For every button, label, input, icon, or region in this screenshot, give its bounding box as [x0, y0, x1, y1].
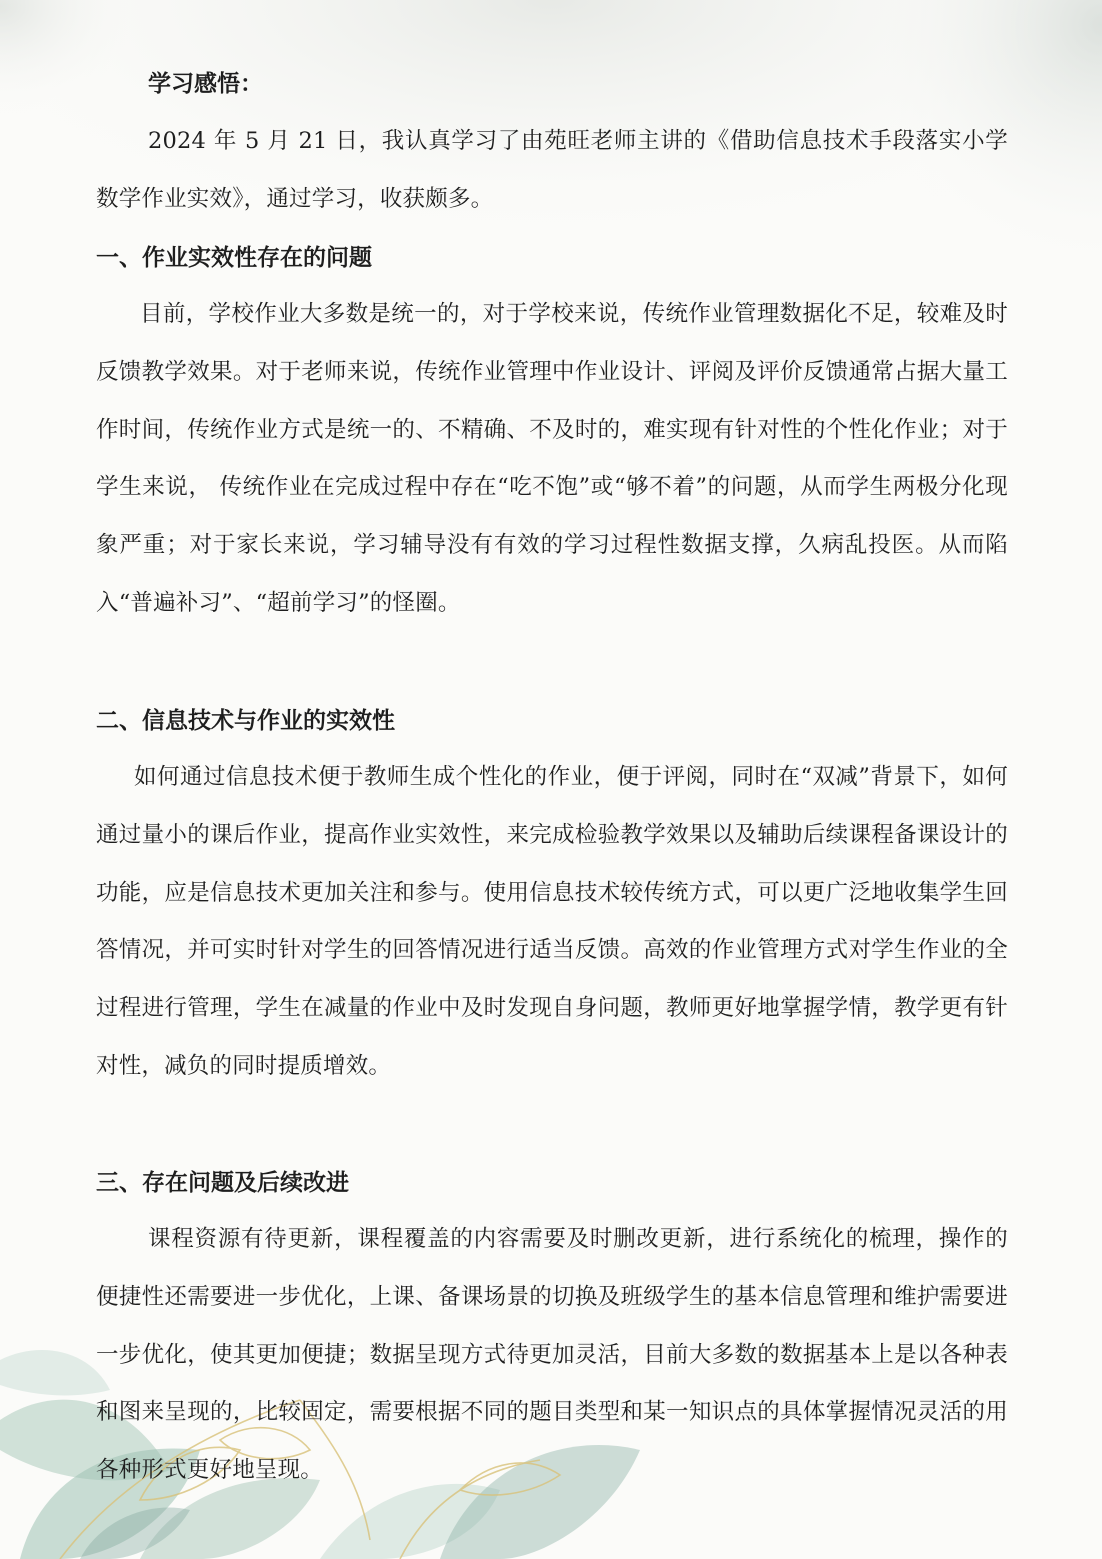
- section-2-heading: 二、信息技术与作业的实效性: [96, 708, 395, 734]
- section-2-body: 如何通过信息技术便于教师生成个性化的作业，便于评阅，同时在“双减”背景下，如何通过量小的课后作业，提高作业实效性，来完成检验教学效果以及辅助后续课程备课设计的功能，应是信息技术更加关注和参与。使用信息技术较传统方式，可以更广泛地收集学生回答情况，并可实时针对学生的回答情况进行适当反馈。高效的作业管理方式对学生作业的全过程进行管理，学生在减量的作业中及时发现自身问题，教师更好地掌握学情，教学更有针对性，减负的同时提质增效。: [96, 764, 1008, 1079]
- section-1-heading: 一、作业实效性存在的问题: [96, 245, 372, 271]
- section-1-body: 目前，学校作业大多数是统一的，对于学校来说，传统作业管理数据化不足，较难及时反馈教学效果。对于老师来说，传统作业管理中作业设计、评阅及评价反馈通常占据大量工作时间，传统作业方式是统一的、不精确、不及时的，难实现有针对性的个性化作业；对于学生来说， 传统作业在完成过程中存在“吃不饱”或“够不着”的问题，从而学生两极分化现象严重；对于家长来说，学习辅导没有有效的学习过程性数据支撑，久病乱投医。从而陷入“普遍补习”、“超前学习”的怪圈。: [96, 301, 1008, 616]
- intro-paragraph: 2024 年 5 月 21 日，我认真学习了由苑旺老师主讲的《借助信息技术手段落实小学数学作业实效》，通过学习，收获颇多。: [96, 128, 1008, 212]
- section-3-body: 课程资源有待更新，课程覆盖的内容需要及时删改更新，进行系统化的梳理，操作的便捷性还需要进一步优化，上课、备课场景的切换及班级学生的基本信息管理和维护需要进一步优化，使其更加便捷；数据呈现方式待更加灵活，目前大多数的数据基本上是以各种表和图来呈现的，比较固定，需要根据不同的题目类型和某一知识点的具体掌握情况灵活的用各种形式更好地呈现。: [96, 1226, 1008, 1484]
- document-title: 学习感悟：: [148, 71, 263, 97]
- section-3-heading: 三、存在问题及后续改进: [96, 1170, 349, 1196]
